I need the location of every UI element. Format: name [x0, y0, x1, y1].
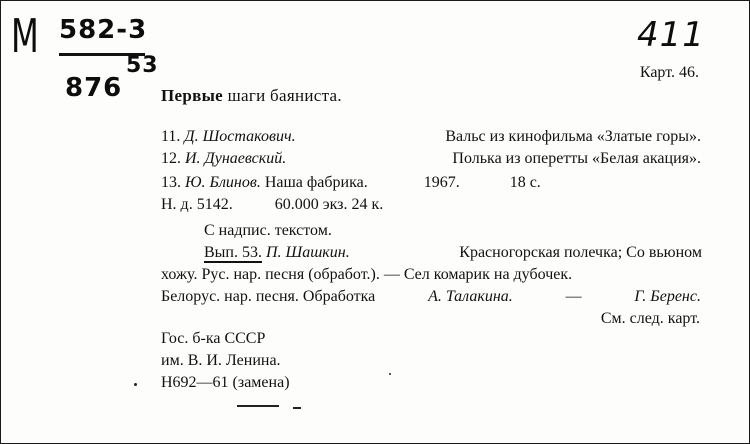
card-number: Карт. 46.: [639, 64, 699, 81]
item-number: 11.: [161, 128, 181, 145]
library-line-3: Н692—61 (замена): [161, 374, 290, 391]
imprint-line: [161, 195, 383, 215]
item-author: Д. Шостакович.: [184, 128, 296, 145]
see-next-card: См. след. карт.: [600, 310, 700, 327]
pencil-stroke: [293, 407, 301, 409]
shelf-mark-letter: M: [11, 9, 40, 63]
next-issue-line-2: хожу. Рус. нар. песня (обработ.). — Сел комарик на дубочек.: [161, 266, 573, 283]
issue-text-1: Красногорская полечка; Со вьюном: [459, 244, 702, 261]
library-line-2: им. В. И. Ленина.: [161, 352, 281, 369]
next-issue-line-1: [204, 243, 702, 263]
publication-year: 1967.: [423, 174, 460, 191]
issue-text-3: Белорус. нар. песня. Обработка: [161, 288, 376, 305]
issue-author-2: А. Талакина.: [428, 288, 513, 305]
item-number: 12.: [161, 150, 181, 167]
item-text: Наша фабрика.: [264, 174, 368, 191]
item-11: [161, 127, 701, 147]
handwritten-corner-mark: 411: [637, 15, 705, 55]
item-text: Полька из оперетты «Белая акация».: [452, 150, 701, 167]
item-text: Вальс из кинофильма «Златые горы».: [445, 128, 701, 145]
print-run-price: 60.000 экз. 24 к.: [274, 196, 384, 213]
issue-author-3: Г. Беренс.: [634, 288, 701, 305]
item-13: [161, 173, 541, 193]
card-title: [161, 86, 342, 106]
publisher-number: Н. д. 5142.: [161, 196, 233, 213]
shelf-mark-superscript: 53: [126, 53, 159, 78]
issue-label: Вып. 53.: [204, 244, 262, 261]
title-rest: шаги баяниста.: [223, 86, 342, 105]
note-line: С надпис. текстом.: [204, 222, 332, 239]
item-author: И. Дунаевский.: [185, 150, 287, 167]
next-issue-line-3: [161, 287, 701, 307]
issue-author-1: П. Шашкин.: [265, 244, 350, 261]
page-count: 18 с.: [509, 174, 541, 191]
item-author: Ю. Блинов.: [185, 174, 261, 191]
title-bold-part: Первые: [161, 86, 224, 105]
item-number: 13.: [161, 174, 181, 191]
ink-dot: [134, 383, 137, 386]
library-line-1: Гос. б-ка СССР: [161, 330, 266, 347]
ink-dot: [389, 373, 391, 375]
pencil-stroke: [237, 405, 279, 407]
item-12: [161, 149, 701, 169]
shelf-mark-bottom: 876: [65, 73, 123, 103]
shelf-mark-top: 582-3: [59, 15, 148, 45]
issue-dash: —: [565, 288, 582, 305]
